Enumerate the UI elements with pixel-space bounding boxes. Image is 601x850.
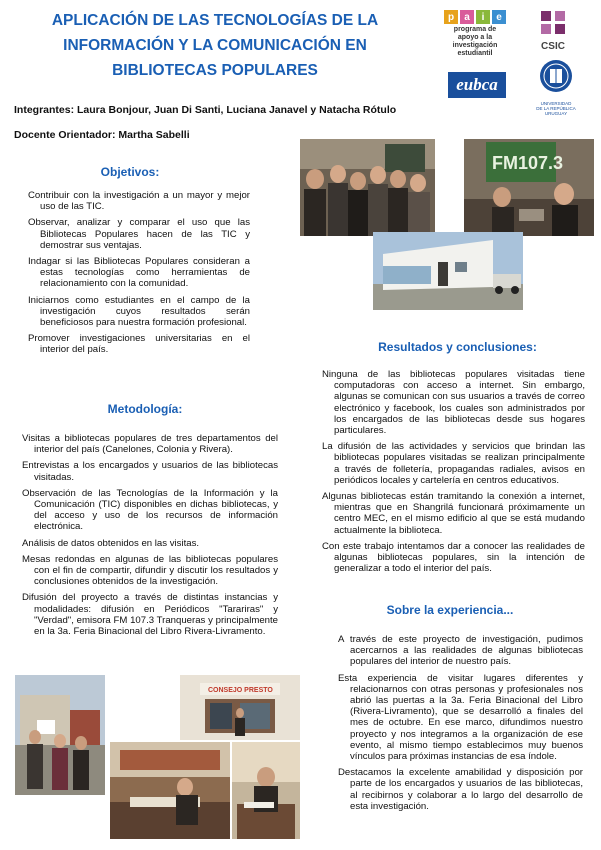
list-item: Mesas redondas en algunas de las bibliotecas populares con el fin de compartir, difundir y discutir los resultados y conclusiones obtenidos de la investigación. [22, 553, 278, 588]
list-item: Esta experiencia de visitar lugares diferentes y relacionarnos con otras personas y profesionales nos abrió las puertas a la 3a. Feria Binacional del Libro (Rivera-Livramento), que se desarrolló a finales del mes de octubre. En ese marco, difundimos nuestro proyecto y nos integramos a la organización de ese evento, al mismo tiempo establecimos muy buenos vínculos para próximas instancias de esa índole. [338, 672, 583, 763]
list-item: Algunas bibliotecas están tramitando la conexión a internet, mientras que en Shangrilá funcionará próximamente un centro MEC, en el mismo edificio al que se está mudando actualmente la biblioteca. [322, 491, 585, 536]
list-item: Con este trabajo intentamos dar a conocer las realidades de algunas bibliotecas populares, sin la intención de generalizar a todo el interior del país. [322, 540, 585, 575]
list-item: Visitas a bibliotecas populares de tres departamentos del interior del país (Canelones, Colonia y Rivera). [22, 433, 278, 456]
udelar-text-line: URUGUAY [544, 111, 568, 116]
paie-text-line: programa de [453, 26, 497, 33]
list-item: Promover investigaciones universitarias en el interior del país. [28, 333, 250, 356]
paie-letter: p [444, 10, 458, 24]
university-seal-icon [534, 58, 578, 96]
list-item: Entrevistas a los encargados y usuarios de las bibliotecas visitadas. [22, 460, 278, 483]
title-line-1: APLICACIÓN DE LAS TECNOLOGÍAS DE LA [51, 12, 379, 29]
list-item: Contribuir con la investigación a un mayor y mejor uso de las TIC. [28, 190, 250, 213]
csic-mark-icon [534, 10, 572, 36]
paie-text-line: investigación [452, 42, 498, 49]
list-item: A través de este proyecto de investigación, pudimos acercarnos a las realidades de algunas bibliotecas populares del interior de nuestro país. [338, 634, 583, 668]
udelar-text-line: DE LA REPÚBLICA [536, 106, 576, 111]
udelar-logo [534, 58, 578, 116]
paie-text-line: estudiantil [457, 50, 493, 57]
list-item: Iniciarnos como estudiantes en el campo de la investigación cuyos resultados serán beneficiosos para nuestra formación profesional. [28, 294, 250, 329]
radio-sign-text: FM107.3 [492, 153, 564, 173]
list-item: Indagar si las Bibliotecas Populares consideran a estas tecnologías como herramientas de relacionamiento con la comunidad. [28, 256, 250, 290]
resultados-heading: Resultados y conclusiones: [378, 340, 537, 354]
photo-people-street [15, 675, 105, 795]
photo-library-building [373, 232, 523, 310]
list-item: Observar, analizar y comparar el uso que las Bibliotecas Populares hacen de las TIC y demostrar sus ventajas. [28, 217, 250, 251]
experiencia-list [338, 634, 583, 817]
poster-title [20, 8, 410, 83]
metodologia-list [22, 433, 278, 642]
title-line-3: BIBLIOTECAS POPULARES [112, 62, 318, 79]
building-sign-text: CONSEJO PRESTO [208, 687, 273, 694]
paie-letter: i [476, 10, 490, 24]
list-item: Observación de las Tecnologías de la Información y la Comunicación (TIC) disponibles en dichas bibliotecas, y del acceso y uso de los recursos de información electrónica. [22, 487, 278, 533]
objetivos-heading: Objetivos: [100, 165, 160, 179]
paie-logo [440, 10, 510, 58]
list-item: Ninguna de las bibliotecas populares visitadas tiene computadoras con acceso a internet. Sin embargo, algunas se comunican con sus usuarios a través de correo electrónico y facebook, los cuales son administrados por los encargados de las bibliotecas desde sus hogares particulares. [322, 369, 585, 437]
experiencia-heading: Sobre la experiencia... [386, 603, 514, 617]
eubca-logo: eubca [448, 72, 506, 98]
udelar-text-line: UNIVERSIDAD [540, 101, 572, 106]
photo-radio-station [464, 139, 594, 236]
resultados-list [322, 369, 585, 579]
photo-library-facade [180, 675, 300, 740]
title-line-2: INFORMACIÓN Y LA COMUNICACIÓN EN [63, 37, 367, 54]
csic-logo [534, 10, 572, 52]
list-item: Análisis de datos obtenidos en las visitas. [22, 537, 200, 549]
csic-text: CSIC [541, 41, 565, 52]
photo-reading-room [110, 742, 230, 839]
list-item: Destacamos la excelente amabilidad y disposición por parte de los encargados y usuarios de las bibliotecas, al recibirnos y colaborar a lo largo del desarrollo de esta investigación. [338, 767, 583, 812]
objetivos-list [28, 190, 250, 361]
paie-letter: a [460, 10, 474, 24]
list-item: La difusión de las actividades y servicios que brindan las bibliotecas populares visitadas se realizan principalmente a través de folletería, propagandas radiales, avisos en periódicos locales y cartelería en centros educativos. [322, 441, 585, 486]
integrantes: Integrantes: Laura Bonjour, Juan Di Santi, Luciana Janavel y Natacha Rótulo [14, 104, 397, 116]
photo-woman-writing [232, 742, 300, 839]
paie-text-line: apoyo a la [457, 34, 493, 41]
paie-letter: e [492, 10, 506, 24]
metodologia-heading: Metodología: [107, 402, 183, 416]
photo-group-visit [300, 139, 435, 236]
docente-orientador: Docente Orientador: Martha Sabelli [14, 129, 190, 141]
list-item: Difusión del proyecto a través de distintas instancias y modalidades: difusión en Periódicos "Tarariras" y "Verdad", emisora FM 107.3 Tranqueras y principalmente en la 3a. Feria Binacional del Libro Rivera-Livramento. [22, 592, 278, 638]
